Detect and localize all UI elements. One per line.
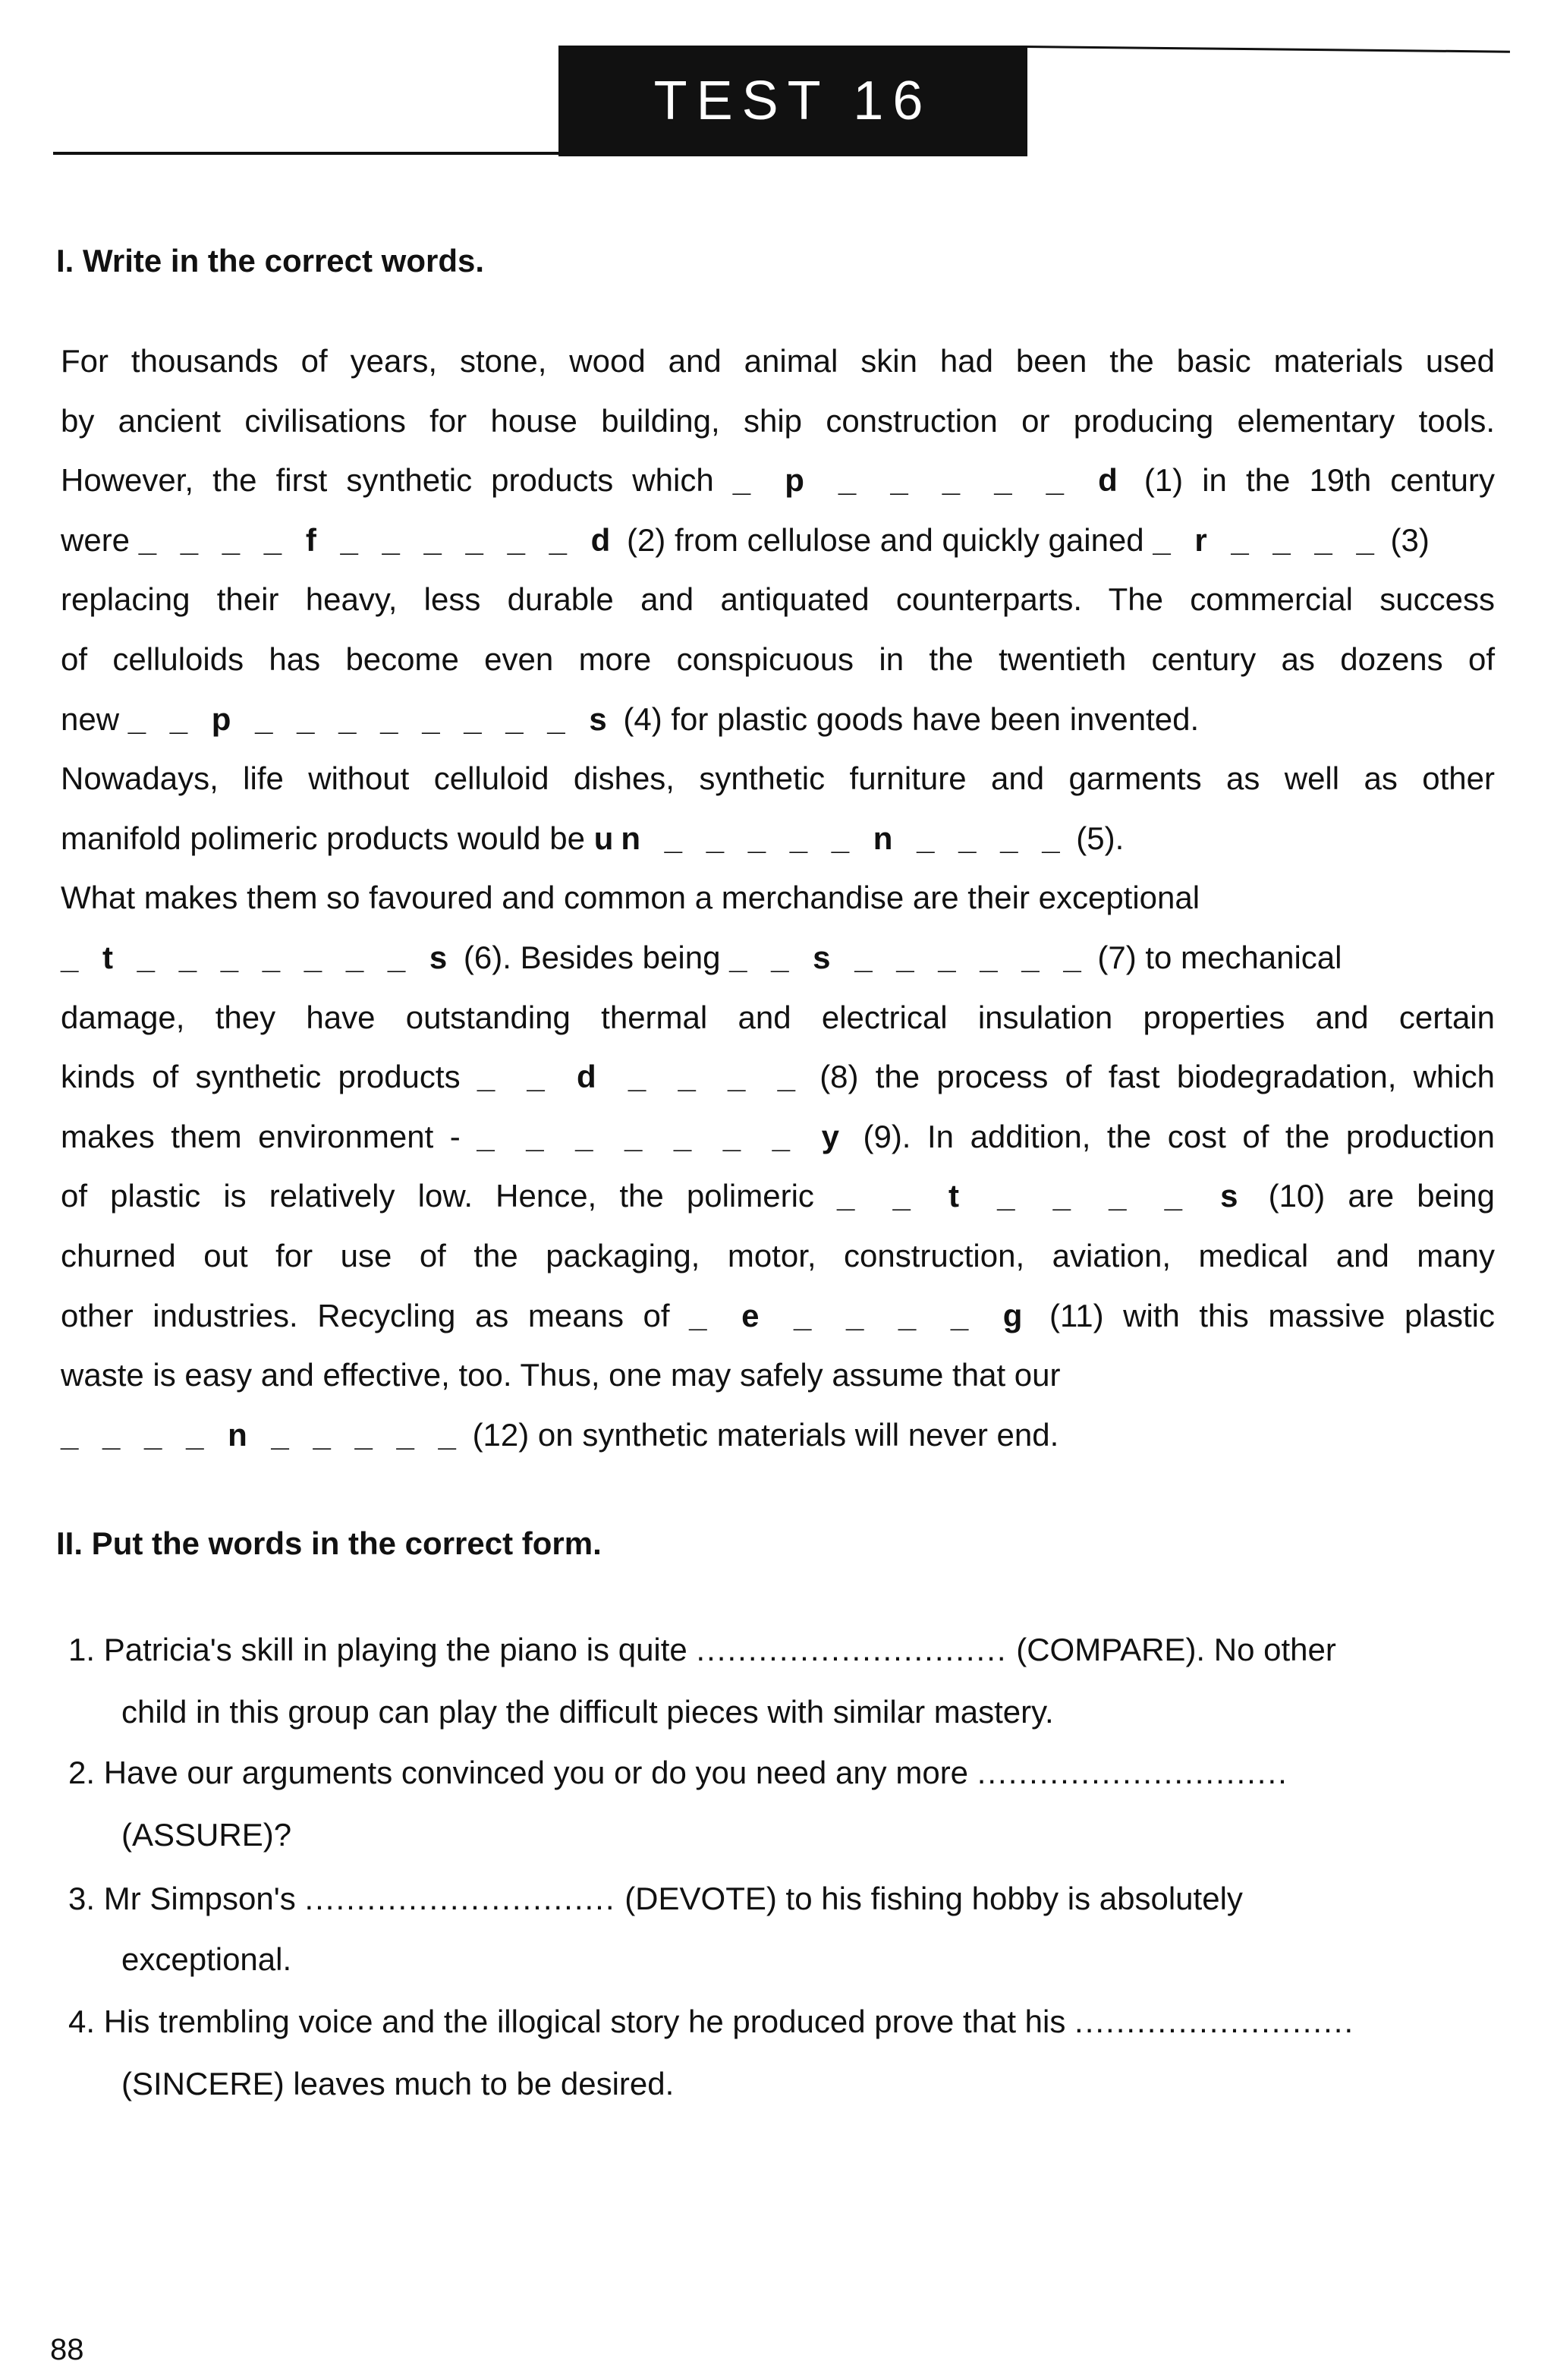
passage-text: of celluloids has become even more conspicuous in the twentieth century as dozens of xyxy=(61,641,1495,677)
passage-line-text xyxy=(61,1000,1495,1035)
passage-line-text xyxy=(61,760,1495,796)
item-number: 4. xyxy=(68,2004,104,2039)
item-text: Mr Simpson's xyxy=(103,1881,305,1916)
passage-text: (4) for plastic goods have been invented. xyxy=(614,700,1200,737)
item-text-after: (DEVOTE) to his fishing hobby is absolutely xyxy=(615,1881,1243,1916)
exercise-item-2 xyxy=(68,1755,1288,1791)
passage-line xyxy=(61,403,1495,439)
passage-text: (5). xyxy=(1067,820,1125,856)
passage-text: (10) are being xyxy=(1245,1178,1495,1214)
item-text-after: (COMPARE). No other xyxy=(1007,1632,1336,1667)
item-text: His trembling voice and the illogical story he produced prove that his xyxy=(103,2004,1075,2039)
passage-text: (12) on synthetic materials will never end. xyxy=(463,1416,1059,1453)
passage-text: (11) with this massive plastic xyxy=(1030,1297,1496,1333)
passage-line xyxy=(61,880,1200,916)
passage-line-text xyxy=(61,880,1200,915)
answer-gap: _ r _ _ _ _ xyxy=(1153,521,1382,558)
passage-line-text xyxy=(61,462,1495,498)
passage-line xyxy=(61,1119,1495,1155)
passage-line xyxy=(61,343,1495,379)
answer-gap: _ _ s _ _ _ _ _ _ xyxy=(729,940,1089,975)
passage-text: For thousands of years, stone, wood and animal skin had been the basic materials used xyxy=(61,343,1495,379)
passage-text: were xyxy=(61,521,139,558)
passage-text: churned out for use of the packaging, motor, construction, aviation, medical and many xyxy=(61,1238,1495,1273)
passage-line xyxy=(61,1238,1495,1274)
passage-text: damage, they have outstanding thermal and electrical insulation properties and certain xyxy=(61,999,1495,1035)
passage-line xyxy=(61,1000,1495,1036)
passage-text: (7) to mechanical xyxy=(1088,940,1342,975)
answer-gap: _ _ _ _ n _ _ _ _ _ xyxy=(61,1416,464,1453)
answer-gap: _ e _ _ _ _ g xyxy=(689,1297,1030,1333)
answer-gap: un _ _ _ _ _ n _ _ _ _ xyxy=(593,820,1068,856)
answer-gap: _ t _ _ _ _ _ _ _ s xyxy=(61,940,455,975)
item-number: 2. xyxy=(68,1755,104,1790)
item-text: Have our arguments convinced you or do you need any more xyxy=(103,1755,977,1790)
passage-text: Nowadays, life without celluloid dishes, synthetic furniture and garments as well as other xyxy=(61,760,1495,797)
passage-line xyxy=(61,1417,1059,1453)
exercise-item-1-continuation: child in this group can play the difficult pieces with similar mastery. xyxy=(121,1694,1054,1730)
passage-text: (9). In addition, the cost of the production xyxy=(846,1118,1495,1154)
answer-gap: _ _ _ _ f _ _ _ _ _ _ d xyxy=(138,521,618,558)
exercise-item-4-continuation: (SINCERE) leaves much to be desired. xyxy=(121,2066,675,2101)
item-text: Patricia's skill in playing the piano is quite xyxy=(103,1632,697,1667)
passage-text: other industries. Recycling as means of xyxy=(61,1297,690,1333)
passage-line xyxy=(61,820,1124,857)
exercise-item-2-continuation: (ASSURE)? xyxy=(121,1817,292,1853)
passage-line-text xyxy=(61,581,1495,617)
page-number: 88 xyxy=(50,2333,84,2366)
passage-text: by ancient civilisations for house building, ship construction or producing elementary tools. xyxy=(61,402,1495,439)
answer-gap: _ _ _ _ _ _ _ y xyxy=(477,1118,847,1154)
answer-blank[interactable]: ........................... xyxy=(1074,2004,1355,2039)
passage-line-text xyxy=(61,641,1495,677)
passage-line-text xyxy=(61,1119,1495,1154)
answer-gap: _ _ d _ _ _ _ xyxy=(477,1059,803,1095)
passage-line-text xyxy=(61,1178,1495,1214)
passage-line xyxy=(61,1298,1495,1334)
section-1-heading: I. Write in the correct words. xyxy=(56,243,485,279)
answer-blank[interactable]: .............................. xyxy=(696,1632,1008,1667)
header-rule-right xyxy=(1024,46,1510,53)
answer-gap: _ _ p _ _ _ _ _ _ _ _ s xyxy=(127,700,615,737)
passage-line-text xyxy=(61,522,1430,558)
answer-blank[interactable]: .............................. xyxy=(977,1755,1288,1790)
passage-line xyxy=(61,1357,1060,1393)
passage-line-text xyxy=(61,1417,1059,1453)
exercise-item-3-continuation: exceptional. xyxy=(121,1941,292,1977)
passage-line xyxy=(61,641,1495,678)
passage-line xyxy=(61,522,1430,559)
answer-blank[interactable]: .............................. xyxy=(304,1881,616,1916)
answer-gap: _ p _ _ _ _ _ d xyxy=(732,462,1125,499)
passage-line-text xyxy=(61,343,1495,379)
passage-text: (6). Besides being xyxy=(455,940,730,975)
passage-line-text xyxy=(61,1357,1060,1393)
passage-text: (2) from cellulose and quickly gained xyxy=(618,521,1153,558)
passage-text: manifold polimeric products would be xyxy=(61,820,594,856)
passage-line xyxy=(61,581,1495,618)
passage-line xyxy=(61,940,1342,976)
section-2-heading: II. Put the words in the correct form. xyxy=(56,1525,602,1561)
passage-line-text xyxy=(61,1298,1495,1333)
exercise-item-1 xyxy=(68,1632,1336,1668)
passage-line xyxy=(61,1059,1495,1095)
passage-line-text xyxy=(61,403,1495,439)
passage-text: kinds of synthetic products xyxy=(61,1059,477,1095)
passage-text: (1) in the 19th century xyxy=(1125,462,1495,499)
passage-line-text xyxy=(61,940,1342,975)
passage-text: However, the first synthetic products which xyxy=(61,462,733,499)
passage-line-text xyxy=(61,820,1124,856)
passage-line xyxy=(61,462,1495,499)
passage-text: waste is easy and effective, too. Thus, one may safely assume that our xyxy=(61,1357,1061,1393)
passage-line-text xyxy=(61,701,1199,737)
item-number: 1. xyxy=(68,1632,104,1667)
passage-line-text xyxy=(61,1059,1495,1094)
passage-line xyxy=(61,760,1495,797)
passage-line xyxy=(61,701,1199,738)
exercise-item-4 xyxy=(68,2004,1354,2040)
header-rule-left xyxy=(53,152,562,155)
passage-line-text xyxy=(61,1238,1495,1273)
passage-line xyxy=(61,1178,1495,1214)
answer-gap: _ _ t _ _ _ _ s xyxy=(837,1178,1246,1214)
passage-text: What makes them so favoured and common a merchandise are their exceptional xyxy=(61,880,1200,916)
passage-text: new xyxy=(61,700,128,737)
passage-text: replacing their heavy, less durable and antiquated counterparts. The commercial success xyxy=(61,581,1495,618)
test-title: TEST 16 xyxy=(558,46,1027,156)
item-number: 3. xyxy=(68,1881,104,1916)
passage-text: makes them environment - xyxy=(61,1118,477,1154)
passage-text: (8) the process of fast biodegradation, which xyxy=(802,1059,1495,1095)
passage-text: of plastic is relatively low. Hence, the polimeric xyxy=(61,1178,838,1214)
passage-text: (3) xyxy=(1381,521,1430,558)
exercise-item-3 xyxy=(68,1881,1243,1917)
